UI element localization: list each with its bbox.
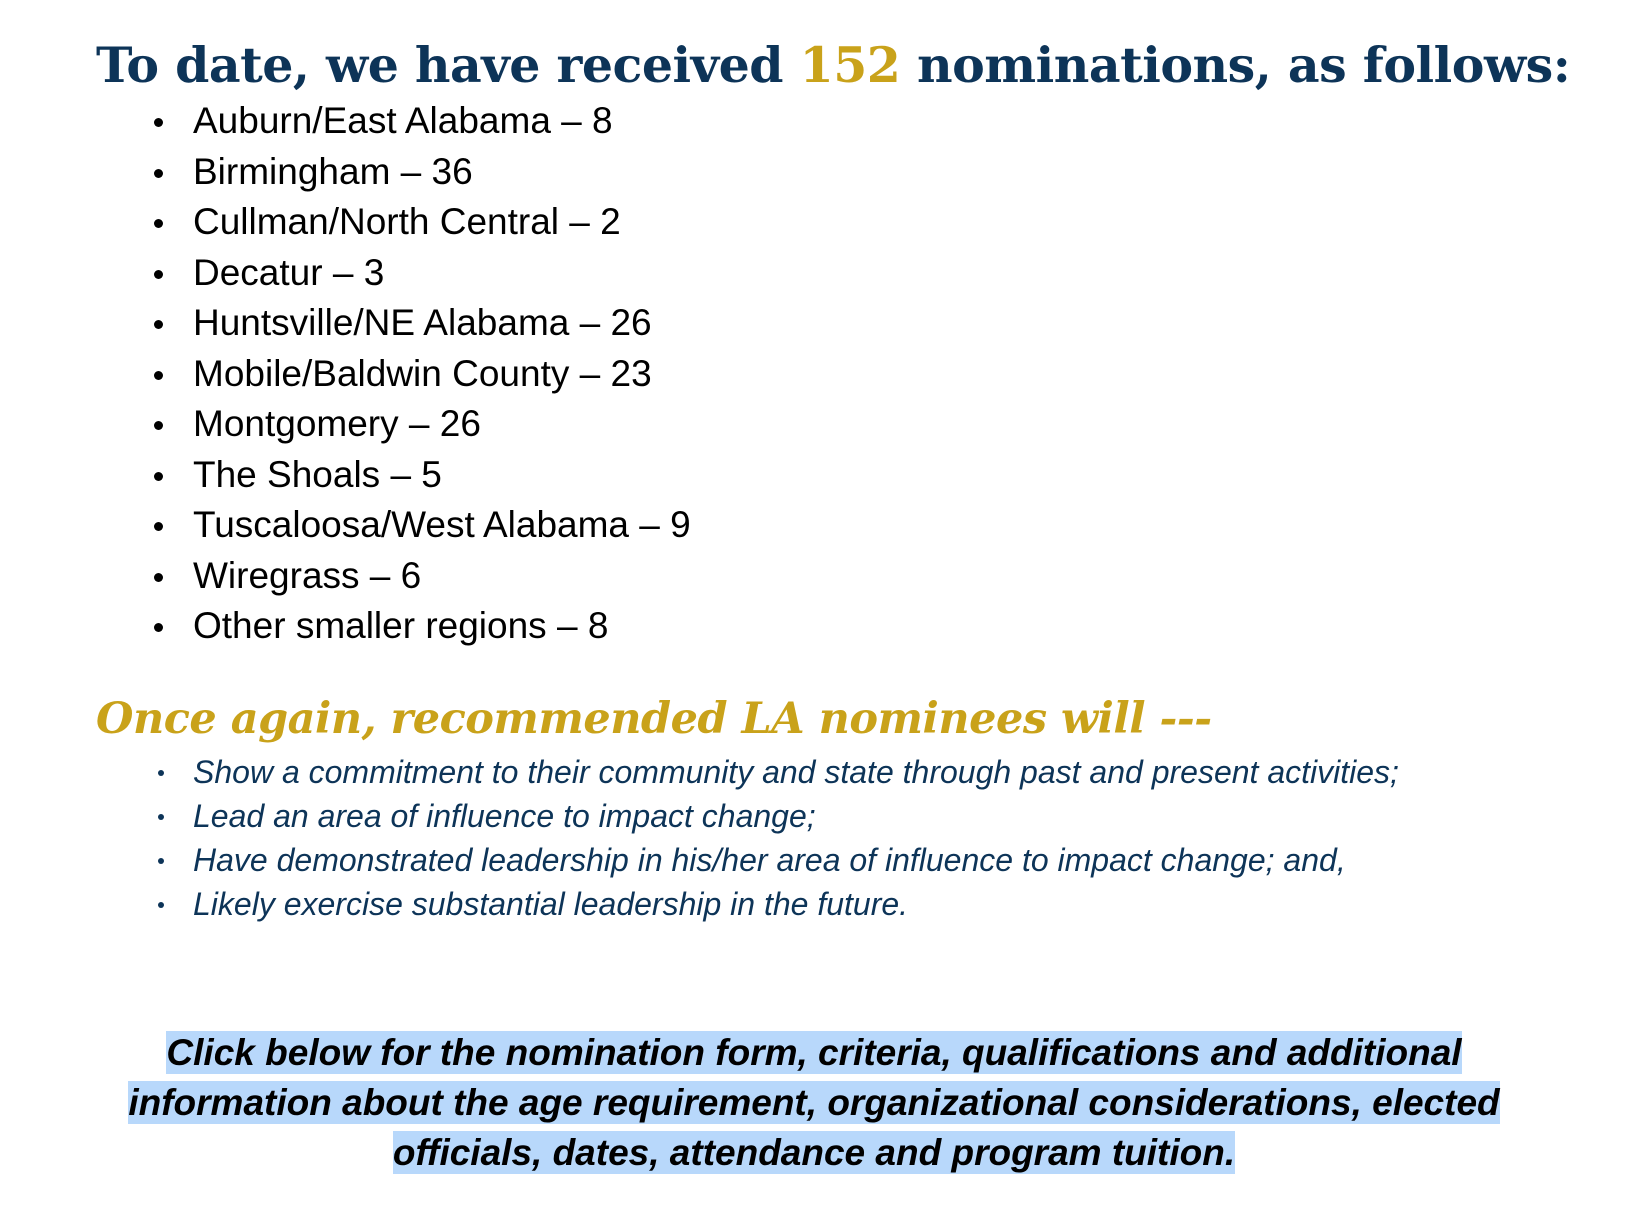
list-item xyxy=(150,794,1550,838)
region-label: Other smaller regions – 8 xyxy=(193,605,609,646)
list-item xyxy=(150,838,1550,882)
page-heading xyxy=(96,30,1570,100)
bullet-icon xyxy=(154,320,163,329)
bullet-icon xyxy=(154,169,163,178)
bullet-icon xyxy=(158,770,164,776)
criteria-text: Show a commitment to their community and state through past and present activities; xyxy=(193,754,1399,790)
criteria-text: Have demonstrated leadership in his/her area of influence to impact change; and, xyxy=(193,842,1346,878)
list-item xyxy=(150,399,691,450)
list-item xyxy=(150,500,691,551)
list-item xyxy=(150,450,691,501)
criteria-list xyxy=(150,750,1550,926)
list-item xyxy=(150,96,691,147)
bullet-icon xyxy=(154,573,163,582)
bullet-icon xyxy=(154,371,163,380)
list-item xyxy=(150,882,1550,926)
call-to-action-text: Click below for the nomination form, criteria, qualifications and additional information about the age requirement, organizational considerations, elected officials, dates, attendance and program tuition. xyxy=(128,1032,1500,1173)
region-label: Montgomery – 26 xyxy=(193,403,481,444)
region-label: Tuscaloosa/West Alabama – 9 xyxy=(193,504,691,545)
list-item xyxy=(150,750,1550,794)
region-label: Huntsville/NE Alabama – 26 xyxy=(193,302,652,343)
nomination-count: 152 xyxy=(799,36,901,94)
bullet-icon xyxy=(154,118,163,127)
region-label: Cullman/North Central – 2 xyxy=(193,201,621,242)
list-item xyxy=(150,248,691,299)
region-label: Decatur – 3 xyxy=(193,251,385,293)
bullet-icon xyxy=(154,421,163,430)
list-item xyxy=(150,601,691,652)
list-item xyxy=(150,197,691,248)
bullet-icon xyxy=(154,270,163,279)
heading-suffix: nominations, as follows: xyxy=(900,36,1571,94)
bullet-icon xyxy=(154,472,163,481)
criteria-text: Likely exercise substantial leadership in the future. xyxy=(193,886,909,922)
region-label: Mobile/Baldwin County – 23 xyxy=(193,352,652,394)
region-label: Birmingham – 36 xyxy=(193,150,473,192)
list-item xyxy=(150,298,691,349)
region-label: Wiregrass – 6 xyxy=(193,554,422,596)
criteria-text: Lead an area of influence to impact change; xyxy=(193,798,816,834)
heading-prefix: To date, we have received xyxy=(96,36,800,94)
list-item xyxy=(150,349,691,400)
region-label: Auburn/East Alabama – 8 xyxy=(193,100,613,141)
bullet-icon xyxy=(154,219,163,228)
bullet-icon xyxy=(154,522,163,531)
bullet-icon xyxy=(158,814,164,820)
region-label: The Shoals – 5 xyxy=(193,453,442,495)
bullet-icon xyxy=(158,858,164,864)
call-to-action xyxy=(60,1028,1568,1178)
list-item xyxy=(150,147,691,198)
list-item xyxy=(150,551,691,602)
bullet-icon xyxy=(154,623,163,632)
region-list xyxy=(150,96,691,652)
bullet-icon xyxy=(158,902,164,908)
criteria-heading: Once again, recommended LA nominees will --- xyxy=(96,694,1212,744)
